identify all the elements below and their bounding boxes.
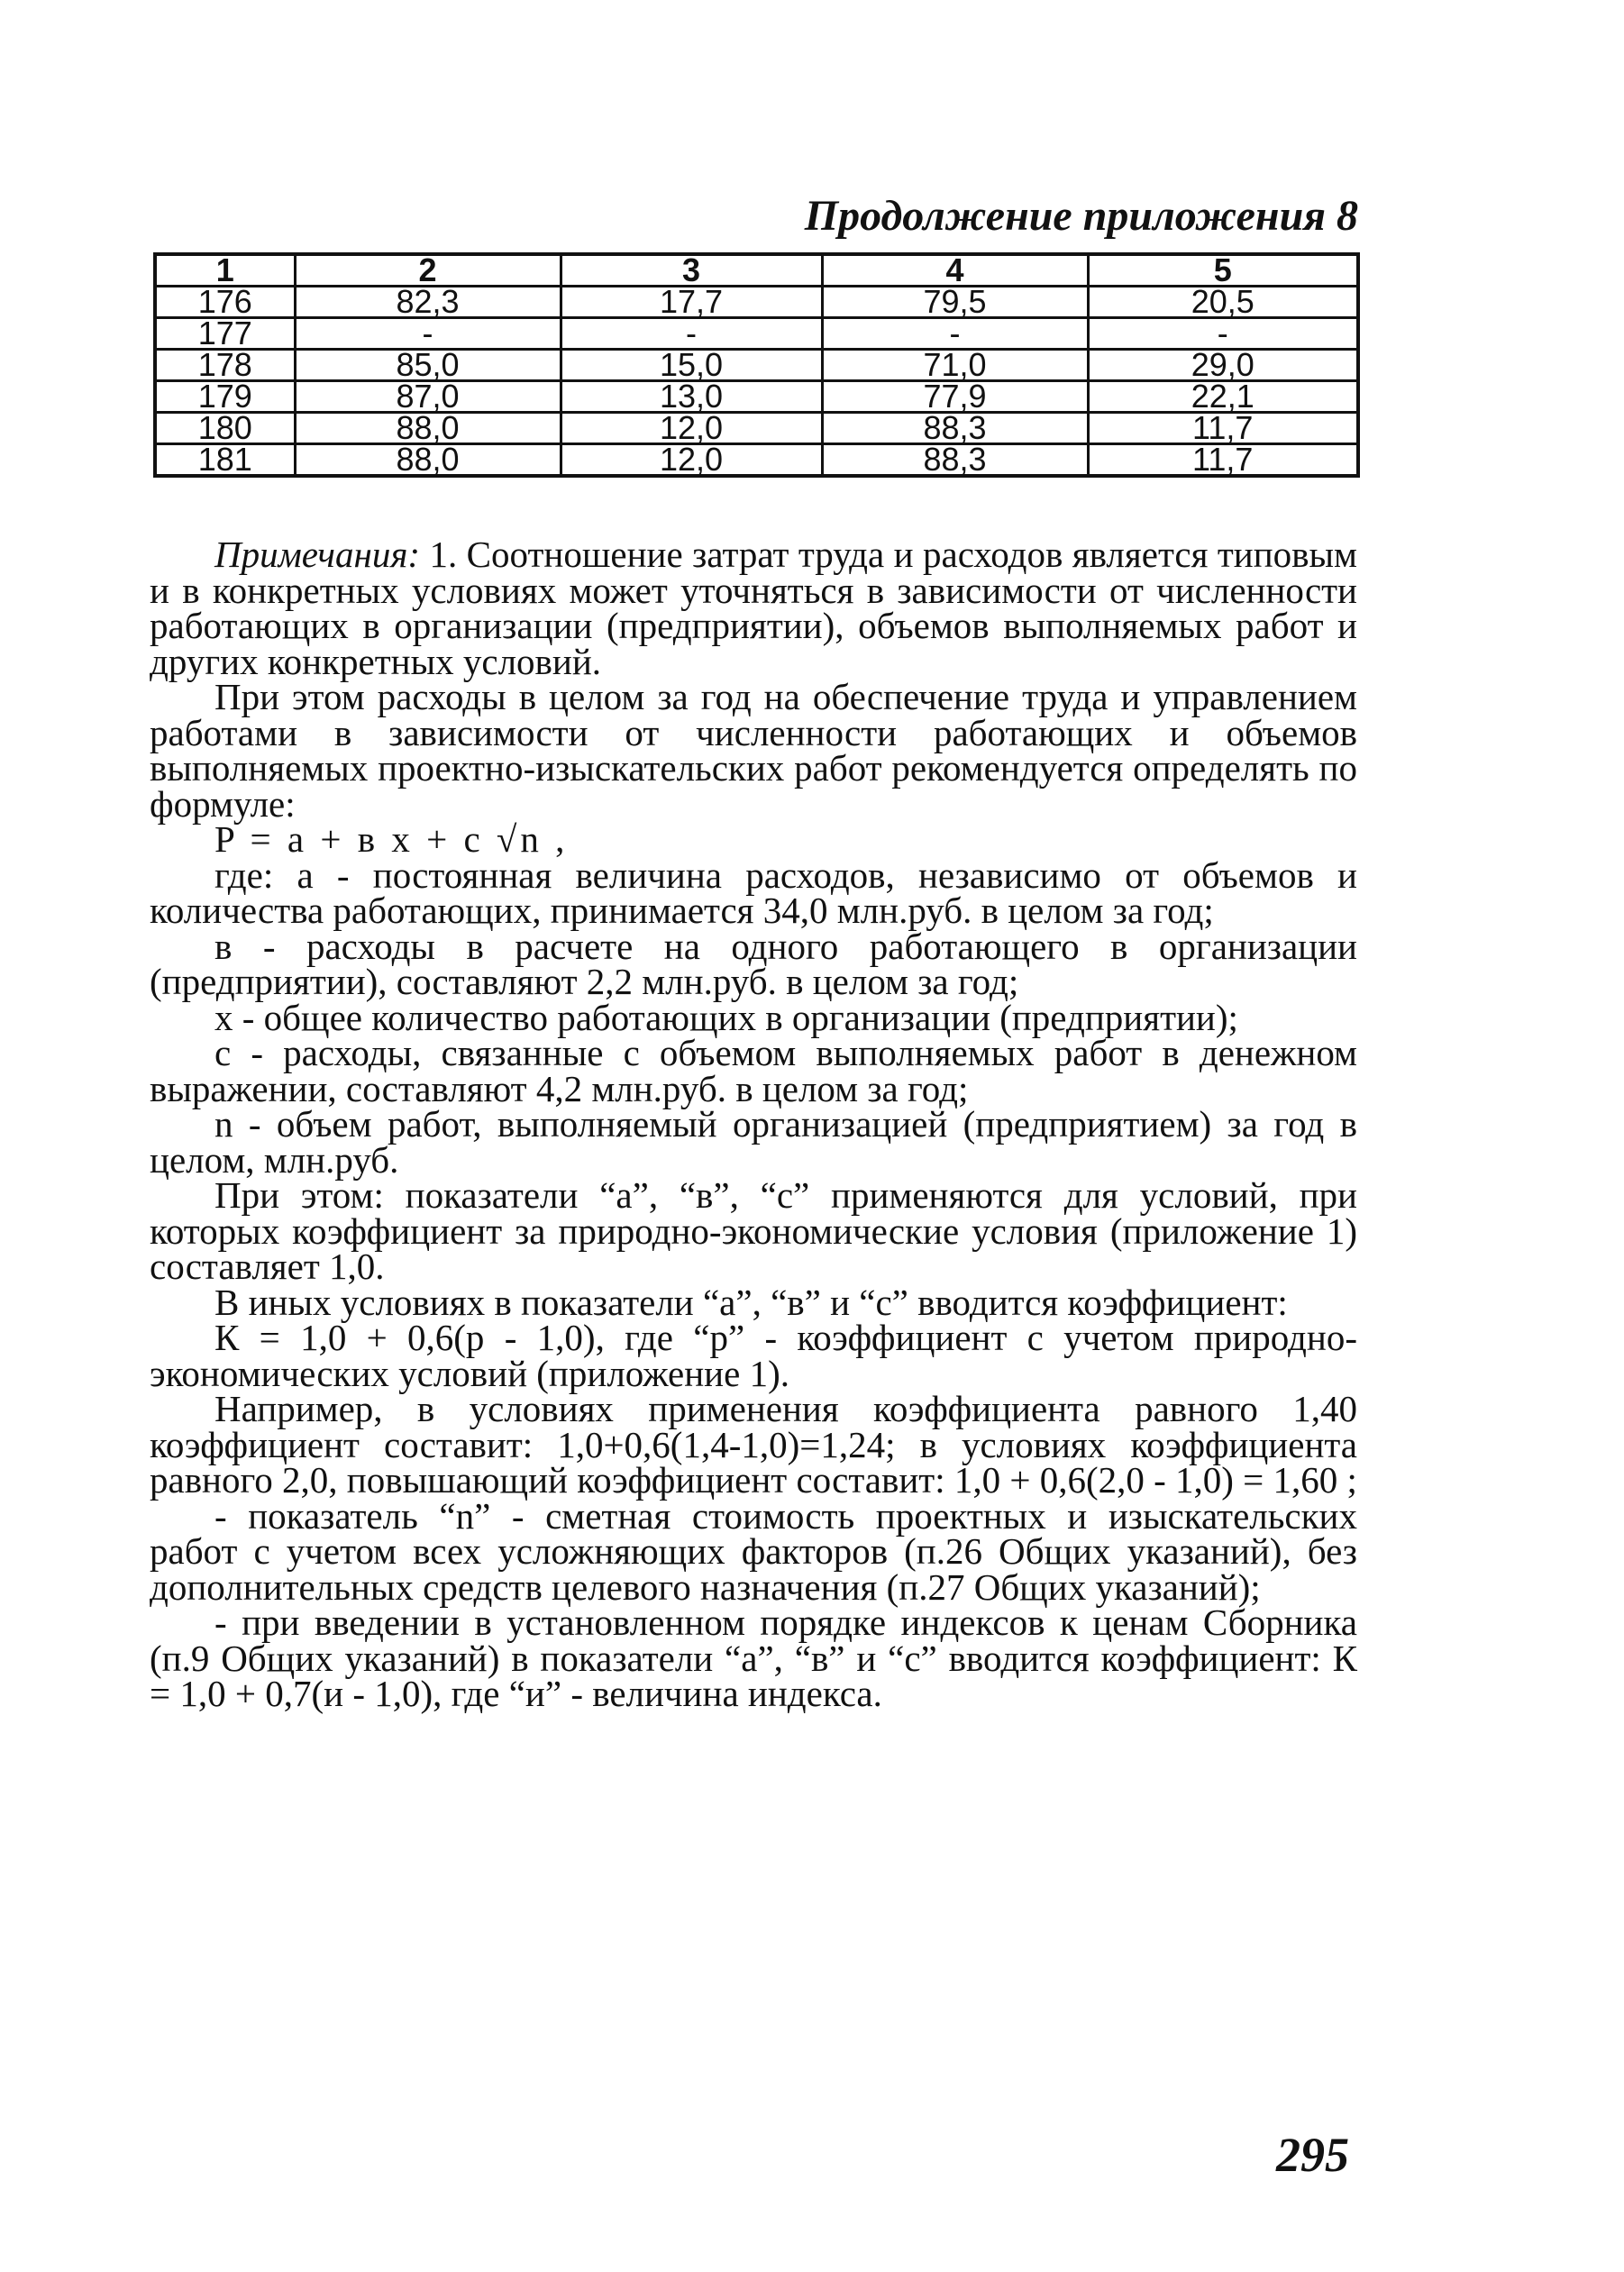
table-row bbox=[155, 350, 1358, 381]
table-cell: - bbox=[822, 318, 1088, 350]
table-cell: 20,5 bbox=[1088, 287, 1358, 318]
table-cell: 29,0 bbox=[1088, 350, 1358, 381]
table-cell: 22,1 bbox=[1088, 381, 1358, 413]
table-cell: 11,7 bbox=[1088, 444, 1358, 477]
table-cell: 87,0 bbox=[295, 381, 561, 413]
table-cell: 12,0 bbox=[561, 444, 822, 477]
note-paragraph: К = 1,0 + 0,6(р - 1,0), где “р” - коэффициент с учетом природно-экономических условий (приложение 1). bbox=[150, 1317, 1357, 1394]
column-header: 4 bbox=[822, 254, 1088, 287]
table-cell: 79,5 bbox=[822, 287, 1088, 318]
note-paragraph: где: а - постоянная величина расходов, независимо от объемов и количества работающих, принимается 34,0 млн.руб. в целом за год; bbox=[150, 853, 1357, 931]
table-row bbox=[155, 287, 1358, 318]
note-paragraph: n - объем работ, выполняемый организацией (предприятием) за год в целом, млн.руб. bbox=[150, 1103, 1357, 1181]
note-paragraph: - при введении в установленном порядке индексов к ценам Сборника (п.9 Общих указаний) в показатели “а”, “в” и “с” вводится коэффициент: К = 1,0 + 0,7(и - 1,0), где “и” - величина индекса. bbox=[150, 1601, 1357, 1714]
table-cell: 11,7 bbox=[1088, 413, 1358, 444]
note-paragraph: х - общее количество работающих в организации (предприятии); bbox=[214, 996, 1238, 1038]
note-paragraph: в - расходы в расчете на одного работающего в организации (предприятии), составляют 2,2 млн.руб. в целом за год; bbox=[150, 925, 1357, 1002]
table-row bbox=[155, 413, 1358, 444]
notes-body bbox=[150, 534, 1358, 1714]
table-row bbox=[155, 381, 1358, 413]
column-header: 5 bbox=[1088, 254, 1358, 287]
table-cell: - bbox=[295, 318, 561, 350]
table-cell: 12,0 bbox=[561, 413, 822, 444]
table-cell: 15,0 bbox=[561, 350, 822, 381]
table-cell: 179 bbox=[155, 381, 295, 413]
note-paragraph: При этом: показатели “а”, “в”, “с” применяются для условий, при которых коэффициент за природно-экономические условия (приложение 1) составляет 1,0. bbox=[150, 1174, 1357, 1287]
note-paragraph: с - расходы, связанные с объемом выполняемых работ в денежном выражении, составляют 4,2 млн.руб. в целом за год; bbox=[150, 1032, 1357, 1109]
table-cell: 88,3 bbox=[822, 413, 1088, 444]
note-paragraph bbox=[150, 534, 1358, 682]
notes-label: Примечания: bbox=[214, 534, 421, 575]
note-text: 1. Соотношение затрат труда и расходов является типовым и в конкретных условиях может уточняться в зависимости от численности работающих в организации (предприятии), объемов выполняемых работ и других конкретных условий. bbox=[150, 534, 1358, 682]
table-cell: 181 bbox=[155, 444, 295, 477]
table-cell: - bbox=[1088, 318, 1358, 350]
table-cell: 71,0 bbox=[822, 350, 1088, 381]
note-paragraph: В иных условиях в показатели “а”, “в” и “с” вводится коэффициент: bbox=[214, 1281, 1288, 1323]
table-cell: - bbox=[561, 318, 822, 350]
note-paragraph: При этом расходы в целом за год на обеспечение труда и управлением работами в зависимости от численности работающих и объемов выполняемых проектно-изыскательских работ рекомендуется определять по формуле: bbox=[150, 676, 1357, 825]
appendix-heading: Продолжение приложения 8 bbox=[804, 192, 1358, 240]
table-cell: 88,0 bbox=[295, 444, 561, 477]
data-table-container bbox=[153, 252, 1356, 478]
table-cell: 85,0 bbox=[295, 350, 561, 381]
note-paragraph: - показатель “n” - сметная стоимость проектных и изыскательских работ с учетом всех усложняющих факторов (п.26 Общих указаний), без дополнительных средств целевого назначения (п.27 Общих указаний); bbox=[150, 1494, 1357, 1608]
table-cell: 13,0 bbox=[561, 381, 822, 413]
page-number: 295 bbox=[1276, 2128, 1349, 2182]
table-cell: 88,0 bbox=[295, 413, 561, 444]
table-header-row bbox=[155, 254, 1358, 287]
data-table bbox=[153, 252, 1360, 478]
table-cell: 177 bbox=[155, 318, 295, 350]
table-row bbox=[155, 444, 1358, 477]
note-paragraph: Например, в условиях применения коэффициента равного 1,40 коэффициент составит: 1,0+0,6(1,4-1,0)=1,24; в условиях коэффициента равного 2,0, повышающий коэффициент составит: 1,0 + 0,6(2,0 - 1,0) = 1,60 ; bbox=[150, 1388, 1357, 1501]
table-cell: 17,7 bbox=[561, 287, 822, 318]
column-header: 3 bbox=[561, 254, 822, 287]
column-header: 2 bbox=[295, 254, 561, 287]
table-cell: 176 bbox=[155, 287, 295, 318]
column-header: 1 bbox=[155, 254, 295, 287]
table-cell: 82,3 bbox=[295, 287, 561, 318]
table-cell: 88,3 bbox=[822, 444, 1088, 477]
table-cell: 77,9 bbox=[822, 381, 1088, 413]
table-cell: 180 bbox=[155, 413, 295, 444]
table-row bbox=[155, 318, 1358, 350]
table-cell: 178 bbox=[155, 350, 295, 381]
formula: P = a + в x + c √n , bbox=[214, 818, 569, 860]
